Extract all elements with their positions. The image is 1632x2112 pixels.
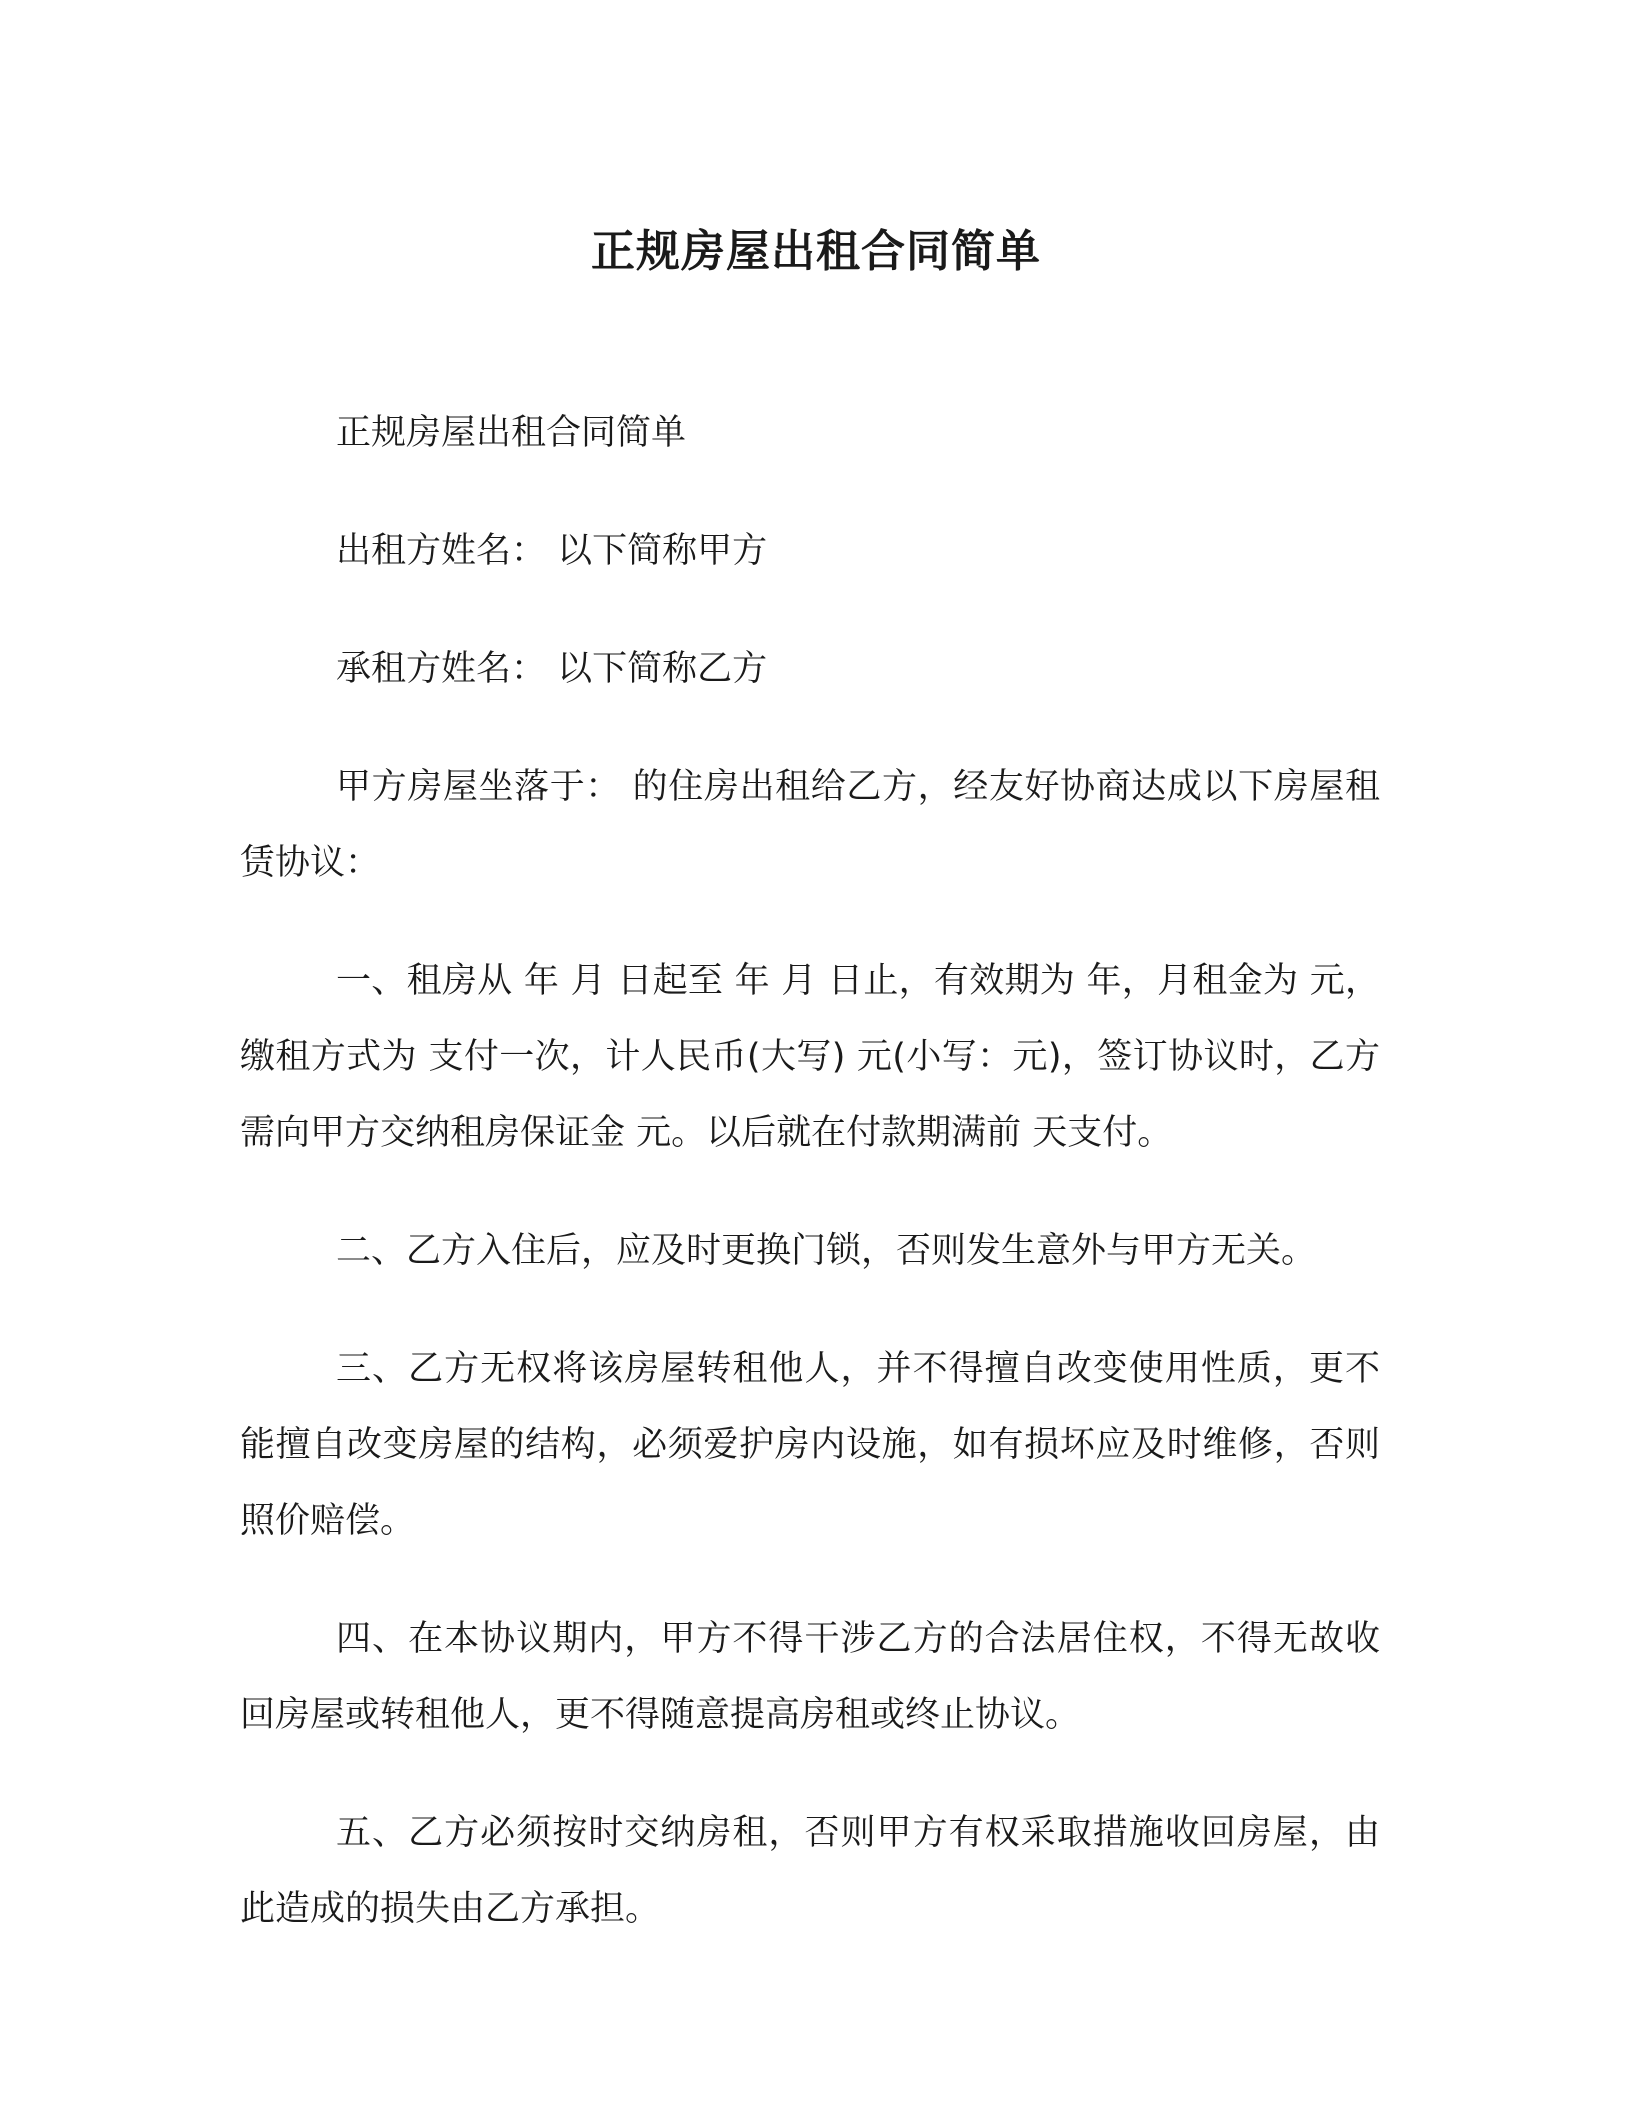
paragraph-lessee: 承租方姓名： 以下简称乙方	[336, 649, 768, 689]
paragraph-clause-2: 二、乙方入住后，应及时更换门锁，否则发生意外与甲方无关。	[336, 1231, 1317, 1271]
paragraph-clause-4: 四、在本协议期内，甲方不得干涉乙方的合法居住权，不得无故收回房屋或转租他人，更不得随意提高房租或终止协议。	[240, 1619, 1380, 1735]
paragraph-clause-1: 一、租房从 年 月 日起至 年 月 日止，有效期为 年，月租金为 元，缴租方式为 支付一次，计人民币(大写) 元(小写：元)，签订协议时，乙方需向甲方交纳租房保证金 元。以后就在付款期满前 天支付。	[240, 961, 1380, 1153]
paragraph-property-location: 甲方房屋坐落于： 的住房出租给乙方，经友好协商达成以下房屋租赁协议：	[240, 767, 1380, 883]
paragraph-clause-3: 三、乙方无权将该房屋转租他人，并不得擅自改变使用性质，更不能擅自改变房屋的结构，必须爱护房内设施，如有损坏应及时维修，否则照价赔偿。	[240, 1349, 1380, 1541]
paragraph-subtitle: 正规房屋出租合同简单	[336, 413, 687, 453]
document-title: 正规房屋出租合同简单	[591, 226, 1041, 277]
paragraph-clause-5: 五、乙方必须按时交纳房租，否则甲方有权采取措施收回房屋，由此造成的损失由乙方承担。	[240, 1813, 1380, 1929]
document-body	[240, 395, 1380, 1989]
paragraph-lessor: 出租方姓名： 以下简称甲方	[336, 531, 768, 571]
